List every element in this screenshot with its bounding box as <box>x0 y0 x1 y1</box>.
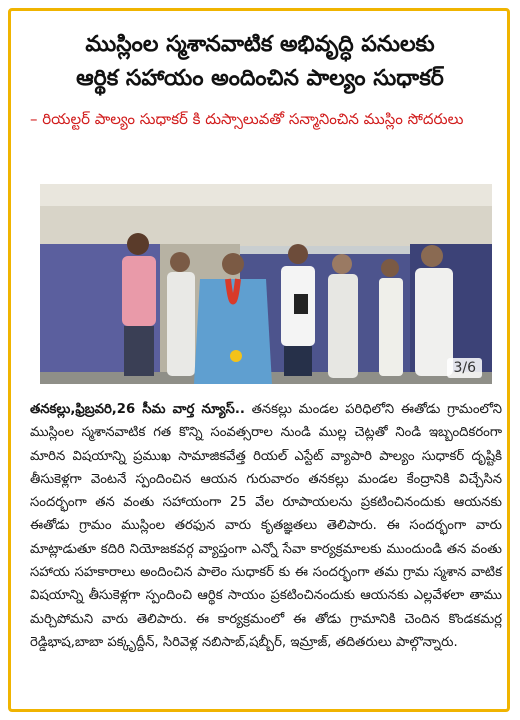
photo-illustration <box>40 184 492 384</box>
article-body <box>30 398 502 654</box>
headline-line-1: ముస్లింల స్మశానవాటిక అభివృద్ధి పనులకు <box>85 32 435 57</box>
headline <box>0 28 520 96</box>
headline-line-2: ఆర్థిక సహాయం అందించిన పాల్యం సుధాకర్ <box>76 66 444 91</box>
dateline: తనకల్లు,ఫ్రిబ్రవరి,26 సీమ వార్త న్యూస్.. <box>30 402 245 417</box>
photo-counter: 3/6 <box>447 358 482 378</box>
article-photo[interactable] <box>40 184 492 384</box>
subheadline: – రియల్టర్ పాల్యం సుధాకర్ కి దుస్సాలువతో సన్మానించిన ముస్లిం సోదరులు <box>30 110 464 128</box>
body-text: తనకల్లు మండల పరిధిలోని ఈతోడు గ్రామంలోని ముస్లింల స్మశానవాటిక గత కొన్ని సంవత్సరాల నుండి ముల్ల చెట్లతో నిండి ఇబ్బందికరంగా మారిన విషయాన్ని ప్రముఖ సామాజికవేత్త రియల్ ఎస్టేట్ వ్యాపారి పాల్యం సుధాకర్ దృష్టికి తీసుకెళ్లగా వెంటనే స్పందించిన ఆయన గురువారం తనకల్లు మండల కేంద్రానికి విచ్చేసిన సందర్భంగా తన వంతు సహాయంగా 25 వేల రూపాయలను ప్రకటించినందుకు ఆయనకు ఈతోడు గ్రామం ముస్లింల తరఫున వారు కృతజ్ఞతలు తెలిపారు. ఈ సందర్భంగా వారు మాట్లాడుతూ కదిరి నియోజకవర్గ వ్యాప్తంగా ఎన్నో సేవా కార్యక్రమాలకు ముందుండి తన వంతు సహాయ సహకారాలు అందించిన పాలెం సుధాకర్ కు ఈ సందర్భంగా తమ గ్రామ స్మశాన వాటిక విషయాన్ని తీసుకెళ్లగా స్పందించి ఆర్థిక సాయం ప్రకటించినందుకు ఆయనకు ఎల్లవేళలా తాము మర్చిపోమని వారు తెలిపారు. ఈ కార్యక్రమంలో ఈ తోడు గ్రామానికి చెందిన కొండకమర్ల రెడ్డిభాష,బాబా పక్కృద్దీన్, సిరివెళ్ల నబిసాబ్,షబ్బీర్, ఇమ్రాజ్, తదితరులు పాల్గొన్నారు. <box>30 402 502 650</box>
